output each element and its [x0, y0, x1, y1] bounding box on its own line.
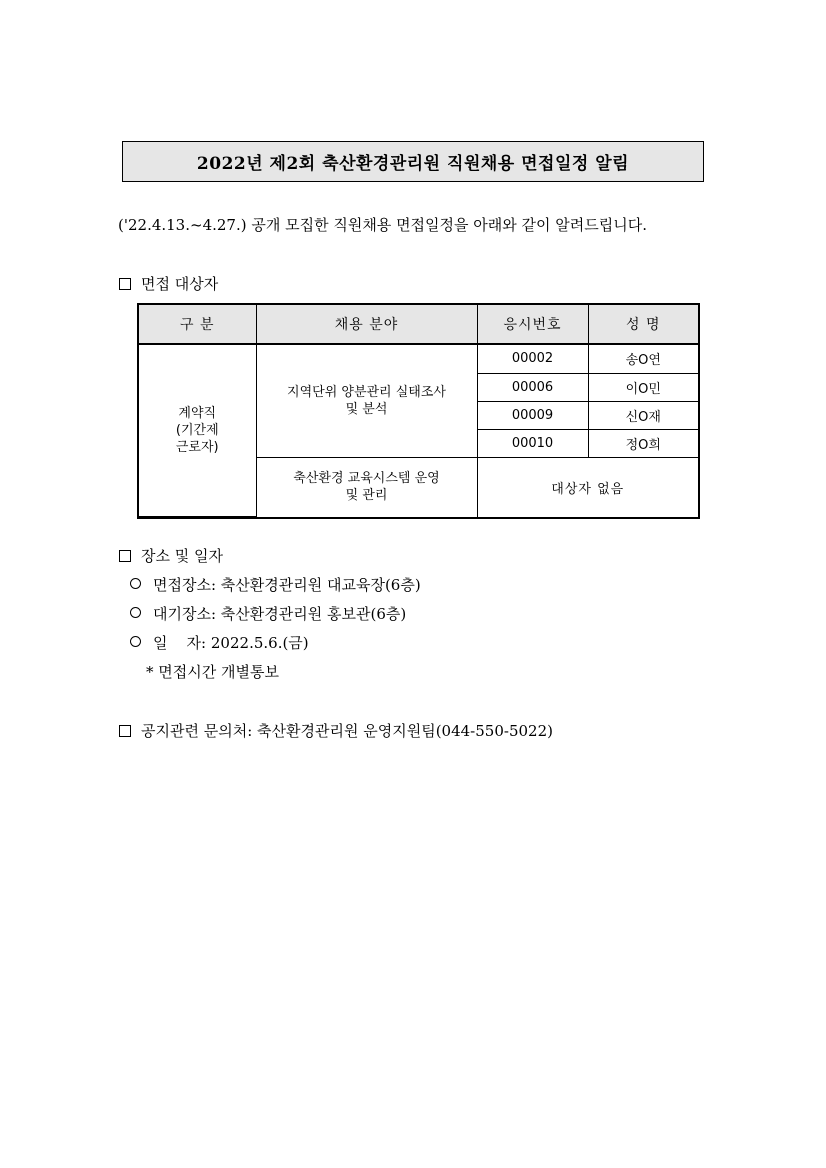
- applicant-name: 송O연: [588, 344, 698, 373]
- candidates-table: [137, 303, 700, 519]
- applicant-number: 00002: [477, 344, 588, 373]
- circle-bullet-icon: [130, 578, 141, 589]
- applicant-name: 이O민: [588, 373, 698, 401]
- section-candidates-label: 면접 대상자: [141, 275, 219, 293]
- contact-label: 공지관련 문의처:: [141, 722, 253, 740]
- table-row: [139, 344, 698, 373]
- circle-bullet-icon: [130, 636, 141, 647]
- schedule-note: * 면접시간 개별통보: [146, 663, 279, 681]
- list-item: 일 자: 2022.5.6.(금): [130, 632, 309, 653]
- field-cell-2: 축산환경 교육시스템 운영 및 관리: [256, 458, 477, 517]
- section-place-label: 장소 및 일자: [141, 547, 223, 565]
- no-candidates-cell: 대상자 없음: [477, 458, 698, 517]
- checkbox-square-icon: [119, 550, 131, 562]
- header-category: 구 분: [139, 305, 256, 344]
- header-name: 성 명: [588, 305, 698, 344]
- circle-bullet-icon: [130, 607, 141, 618]
- field-cell-1: 지역단위 양분관리 실태조사 및 분석: [256, 344, 477, 458]
- applicant-number: 00009: [477, 401, 588, 429]
- header-number: 응시번호: [477, 305, 588, 344]
- section-place-heading: [119, 545, 223, 566]
- section-contact-heading: [119, 720, 553, 741]
- applicant-name: 신O재: [588, 401, 698, 429]
- checkbox-square-icon: [119, 725, 131, 737]
- section-candidates-heading: [119, 273, 218, 294]
- checkbox-square-icon: [119, 278, 131, 290]
- contact-value: 축산환경관리원 운영지원팀(044-550-5022): [257, 722, 553, 740]
- list-item: 면접장소: 축산환경관리원 대교육장(6층): [130, 574, 421, 595]
- page-title: 2022년 제2회 축산환경관리원 직원채용 면접일정 알림: [122, 141, 704, 182]
- applicant-name: 정O희: [588, 430, 698, 458]
- applicant-number: 00006: [477, 373, 588, 401]
- category-cell: 계약직 (기간제 근로자): [139, 344, 256, 516]
- list-item: 대기장소: 축산환경관리원 홍보관(6층): [130, 603, 406, 624]
- header-field: 채용 분야: [256, 305, 477, 344]
- intro-text: ('22.4.13.~4.27.) 공개 모집한 직원채용 면접일정을 아래와 같이 알려드립니다.: [118, 216, 647, 234]
- applicant-number: 00010: [477, 430, 588, 458]
